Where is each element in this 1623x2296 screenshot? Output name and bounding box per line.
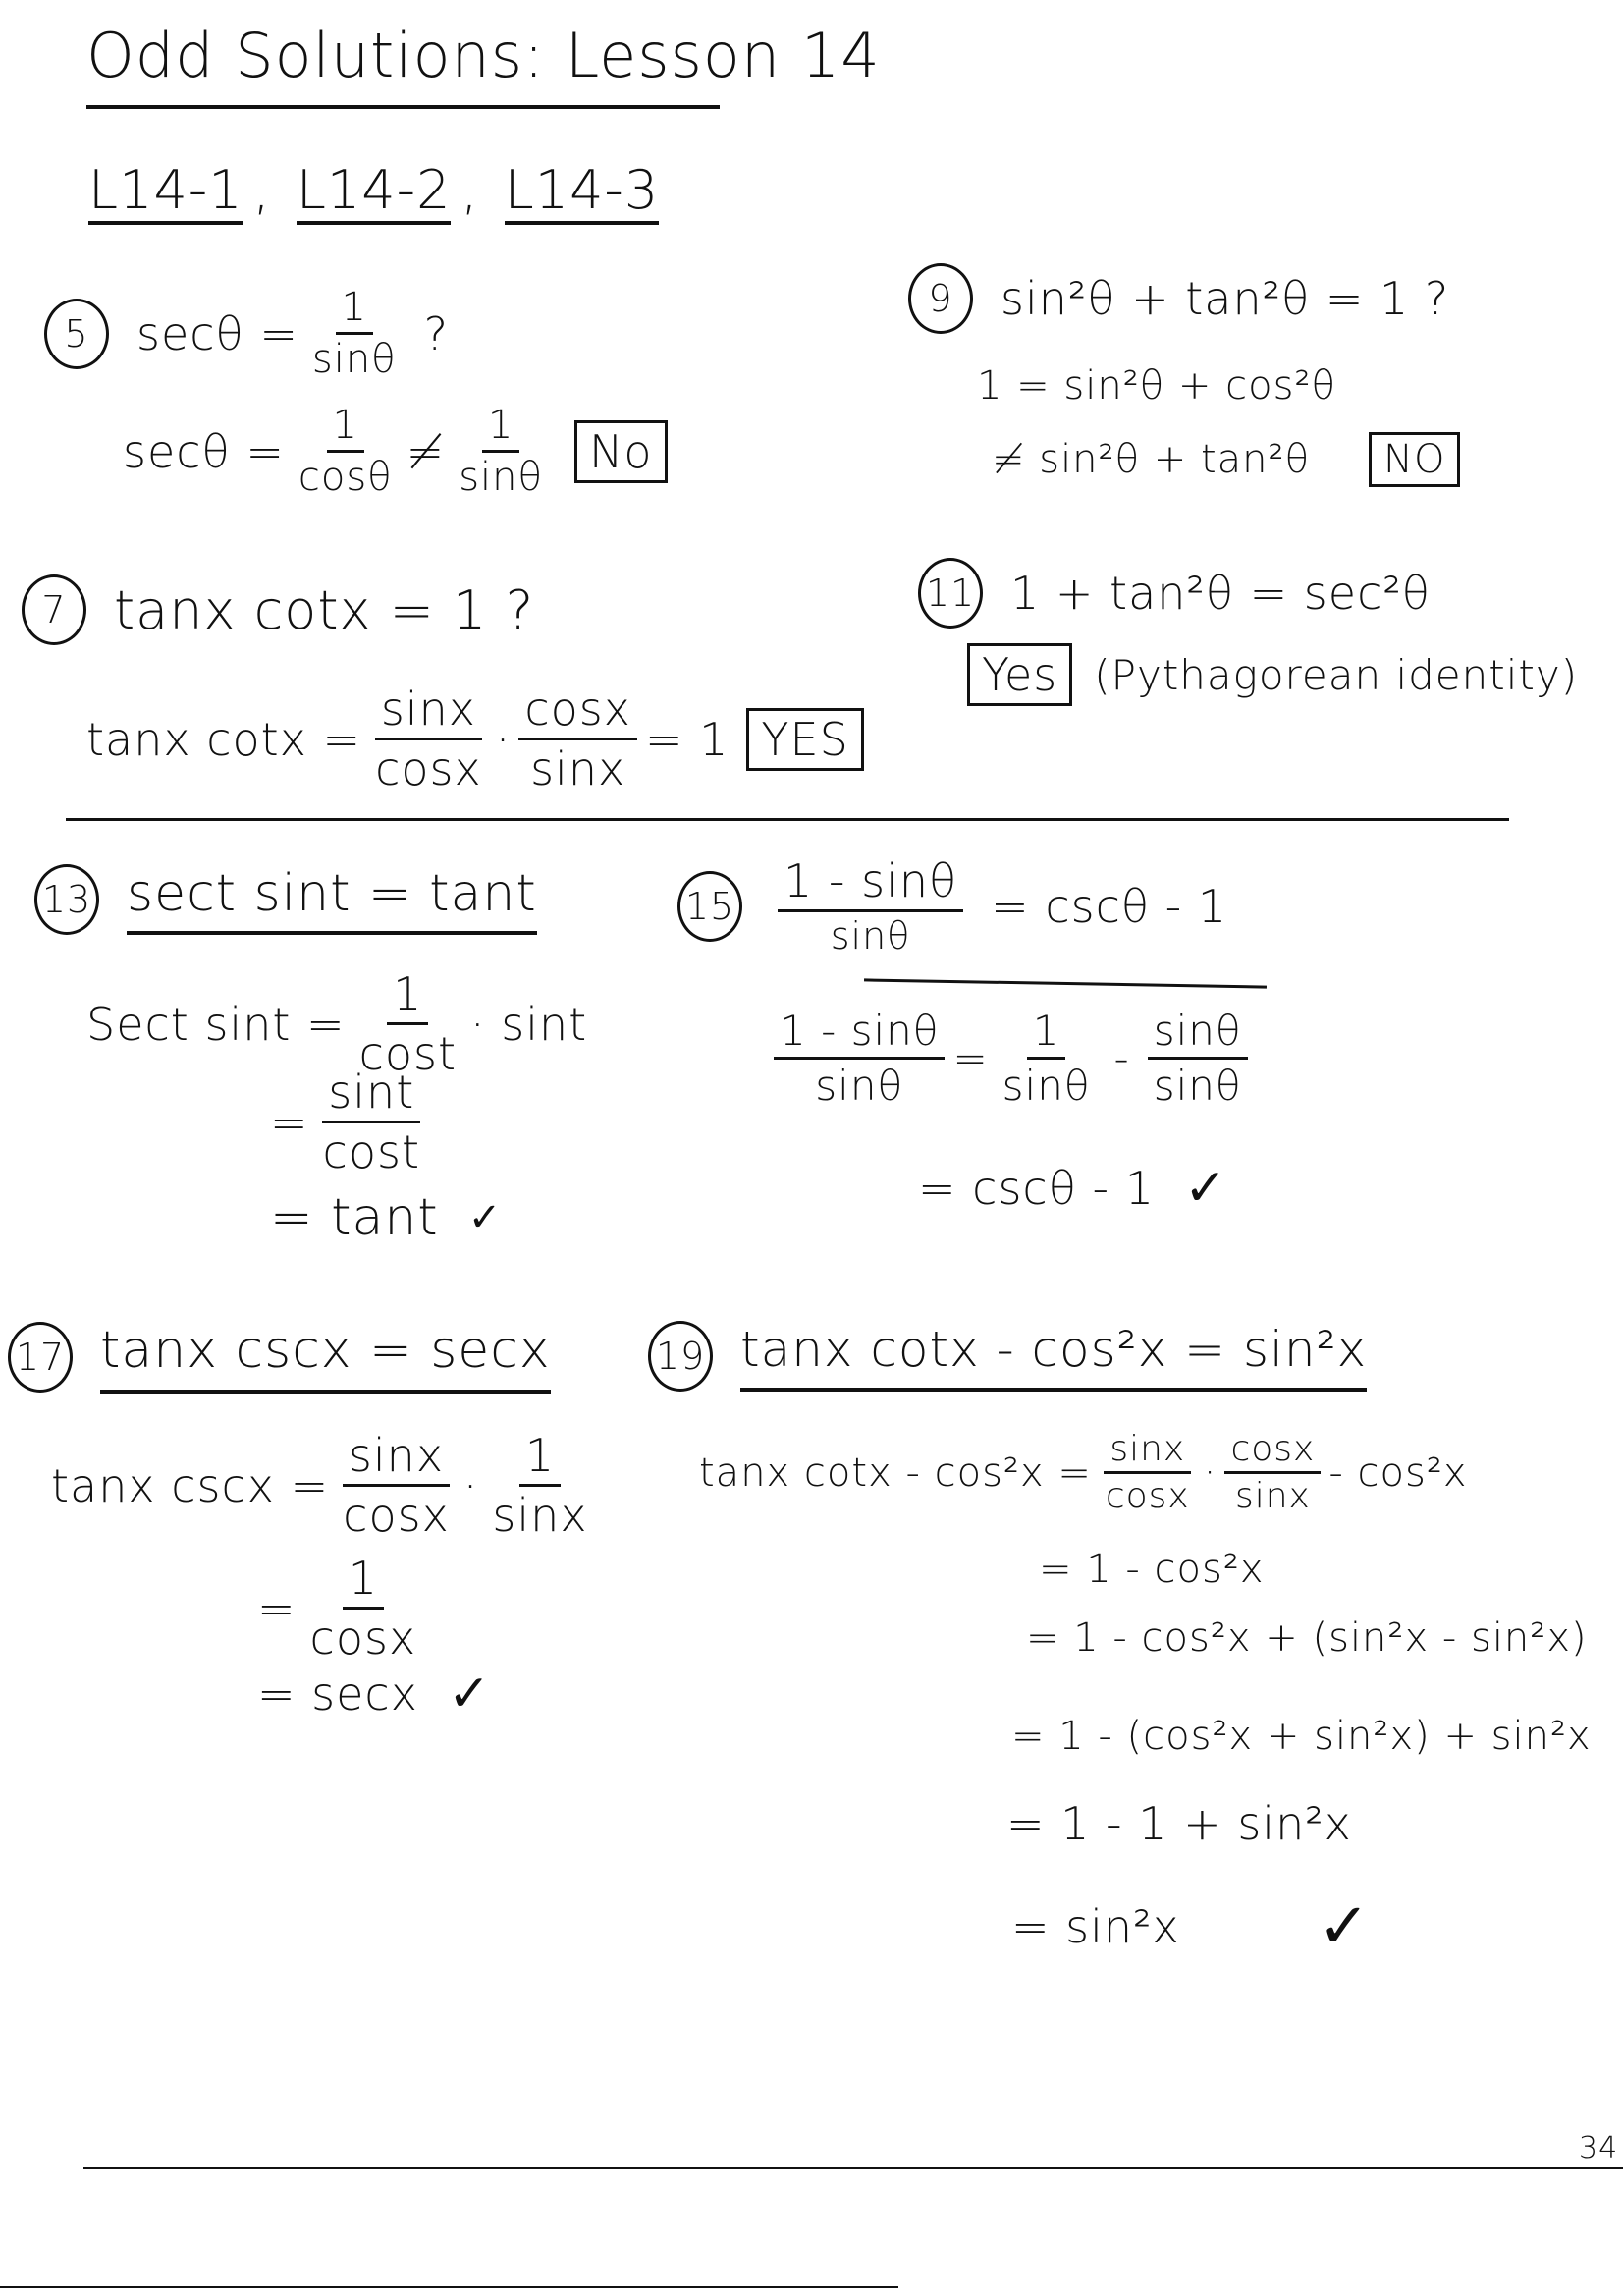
- problem-19-step-1: [699, 1429, 1468, 1516]
- equals-sign: =: [257, 1581, 297, 1635]
- numerator: cosx: [1224, 1429, 1321, 1474]
- numerator: 1: [336, 285, 373, 335]
- problem-number-15: 15: [677, 871, 742, 942]
- fraction: [774, 1007, 945, 1110]
- question-mark: ?: [423, 306, 450, 360]
- numerator: 1: [519, 1429, 561, 1487]
- denominator: sinθ: [815, 1062, 904, 1110]
- problem-number-5: 5: [44, 299, 109, 369]
- fraction: [1100, 1429, 1196, 1516]
- problem-19-step-5: = 1 - 1 + sin²x: [1006, 1797, 1352, 1850]
- fraction: [369, 683, 488, 795]
- denominator: sinx: [1234, 1476, 1311, 1516]
- numerator: sinx: [1104, 1429, 1191, 1474]
- numerator: 1 - sinθ: [778, 854, 963, 912]
- lesson-link-2: L14-2: [297, 159, 452, 225]
- numerator: sinx: [375, 683, 482, 740]
- problem-17-step-1: [51, 1429, 602, 1542]
- fraction: [518, 683, 637, 795]
- numerator: 1: [327, 403, 364, 453]
- checkmark-icon: ✓: [447, 1665, 492, 1723]
- multiply-dot: ·: [462, 1458, 479, 1512]
- problem-19-statement: [648, 1321, 1367, 1392]
- numerator: sinx: [343, 1429, 450, 1487]
- problem-11-statement: [918, 558, 1431, 629]
- footer-rule: [83, 2167, 1623, 2169]
- multiply-dot: ·: [1203, 1449, 1217, 1496]
- problem-9-line-1: 1 = sin²θ + cos²θ: [977, 363, 1336, 409]
- fraction: [778, 854, 963, 957]
- numerator: sint: [322, 1066, 420, 1123]
- equals-sign: =: [952, 1034, 989, 1082]
- step-text: = sin²x: [1011, 1900, 1180, 1953]
- problem-11-answer: [967, 643, 1578, 706]
- equals-sign: =: [270, 1095, 309, 1149]
- answer-box: Yes: [967, 643, 1072, 706]
- problem-15-statement: [677, 854, 1227, 957]
- work-lhs: tanx cotx =: [86, 712, 362, 766]
- work-result: = 1: [644, 712, 730, 766]
- problem-9-statement: [908, 263, 1449, 334]
- fraction: [306, 285, 403, 382]
- answer-box: YES: [746, 708, 863, 771]
- numerator: 1: [1027, 1007, 1066, 1060]
- denominator: cosx: [1105, 1476, 1190, 1516]
- answer-box: NO: [1369, 432, 1460, 487]
- problem-17-statement: [8, 1321, 551, 1394]
- denominator: cost: [358, 1027, 457, 1080]
- statement-text: tanx cotx - cos²x = sin²x: [740, 1321, 1367, 1392]
- denominator: sinθ: [459, 455, 543, 500]
- denominator: sinx: [492, 1489, 588, 1542]
- separator: ,: [252, 159, 271, 221]
- fraction: [293, 403, 399, 500]
- problem-15-step-2: [918, 1159, 1228, 1218]
- step-tail: - cos²x: [1328, 1449, 1468, 1496]
- problem-19-step-2: = 1 - cos²x: [1039, 1547, 1265, 1592]
- page-number: 34: [1579, 2131, 1619, 2165]
- problem-number-11: 11: [918, 558, 983, 629]
- problem-13-step-2: [270, 1066, 434, 1178]
- page-title-text: Odd Solutions: Lesson 14: [86, 20, 881, 91]
- denominator: sinθ: [1001, 1062, 1091, 1110]
- fraction: [304, 1552, 423, 1665]
- problem-19-step-6: [1011, 1890, 1371, 1963]
- statement-text: tanx cotx = 1 ?: [114, 578, 535, 641]
- fraction: [1224, 1429, 1321, 1516]
- problem-number-7: 7: [22, 574, 86, 645]
- denominator: cosx: [309, 1612, 417, 1665]
- problem-19-step-4: = 1 - (cos²x + sin²x) + sin²x: [1011, 1714, 1592, 1759]
- fraction: [997, 1007, 1097, 1110]
- page-title: [86, 20, 881, 109]
- fraction: [1148, 1007, 1248, 1110]
- denominator: sinx: [530, 742, 626, 795]
- statement-underline: [864, 978, 1267, 988]
- denominator: cost: [322, 1125, 420, 1178]
- fraction: [337, 1429, 456, 1542]
- problem-9-line-2: [992, 432, 1460, 487]
- numerator: cosx: [518, 683, 637, 740]
- denominator: cosθ: [298, 455, 393, 500]
- multiply-dot: ·: [495, 712, 512, 766]
- problem-17-step-3: [257, 1665, 492, 1723]
- checkmark-icon: ✓: [1183, 1159, 1228, 1218]
- problem-15-step-1: [766, 1007, 1256, 1110]
- problem-number-9: 9: [908, 263, 973, 334]
- checkmark-icon: ✓: [467, 1195, 503, 1240]
- problem-13-step-3: [270, 1188, 502, 1247]
- lesson-link-1: L14-1: [88, 159, 243, 225]
- numerator: sinθ: [1148, 1007, 1248, 1060]
- step-tail: · sint: [470, 997, 588, 1051]
- problem-7-statement: [22, 574, 534, 645]
- problem-number-17: 17: [8, 1322, 73, 1393]
- numerator: 1 - sinθ: [774, 1007, 945, 1060]
- section-divider: [66, 818, 1509, 821]
- answer-box: No: [574, 420, 668, 483]
- not-equal-sign: ≠: [406, 424, 446, 478]
- fraction: [317, 1066, 426, 1178]
- step-lhs: tanx cotx - cos²x =: [699, 1449, 1092, 1496]
- step-text: = tant: [270, 1188, 439, 1247]
- problem-7-work: [86, 683, 864, 795]
- step-lhs: Sect sint =: [86, 997, 346, 1051]
- fraction: [353, 967, 462, 1080]
- statement-text: tanx cscx = secx: [100, 1321, 551, 1394]
- statement-lhs: secθ =: [136, 306, 298, 360]
- line-text: ≠ sin²θ + tan²θ: [992, 437, 1311, 482]
- bottom-edge-rule: [0, 2286, 898, 2288]
- problem-5-work: [123, 403, 668, 500]
- fraction: [453, 403, 549, 500]
- minus-sign: -: [1113, 1034, 1130, 1082]
- denominator: sinθ: [830, 914, 911, 957]
- checkmark-icon: ✓: [1317, 1890, 1372, 1963]
- statement-text: sect sint = tant: [127, 864, 537, 935]
- work-lhs: secθ =: [123, 424, 285, 478]
- problem-17-step-2: [257, 1552, 430, 1665]
- problem-5-statement: [44, 285, 449, 382]
- fraction: [486, 1429, 593, 1542]
- step-text: = secx: [257, 1667, 418, 1721]
- step-lhs: tanx cscx =: [51, 1458, 330, 1512]
- denominator: sinθ: [1153, 1062, 1242, 1110]
- numerator: 1: [387, 967, 428, 1025]
- statement-rhs: = cscθ - 1: [991, 879, 1228, 933]
- lesson-link-3: L14-3: [505, 159, 660, 225]
- problem-13-step-1: [86, 967, 587, 1080]
- lesson-list: [88, 159, 659, 221]
- denominator: cosx: [375, 742, 482, 795]
- separator: ,: [460, 159, 479, 221]
- problem-number-19: 19: [648, 1321, 713, 1392]
- step-text: = cscθ - 1: [918, 1162, 1155, 1215]
- denominator: cosx: [343, 1489, 450, 1542]
- denominator: sinθ: [311, 337, 397, 382]
- statement-text: sin²θ + tan²θ = 1 ?: [1001, 272, 1450, 325]
- statement-text: 1 + tan²θ = sec²θ: [1010, 567, 1431, 620]
- problem-13-statement: [34, 864, 537, 935]
- answer-note: (Pythagorean identity): [1094, 650, 1579, 699]
- problem-number-13: 13: [34, 864, 99, 935]
- problem-19-step-3: = 1 - cos²x + (sin²x - sin²x): [1026, 1615, 1588, 1661]
- numerator: 1: [343, 1552, 384, 1610]
- numerator: 1: [482, 403, 519, 453]
